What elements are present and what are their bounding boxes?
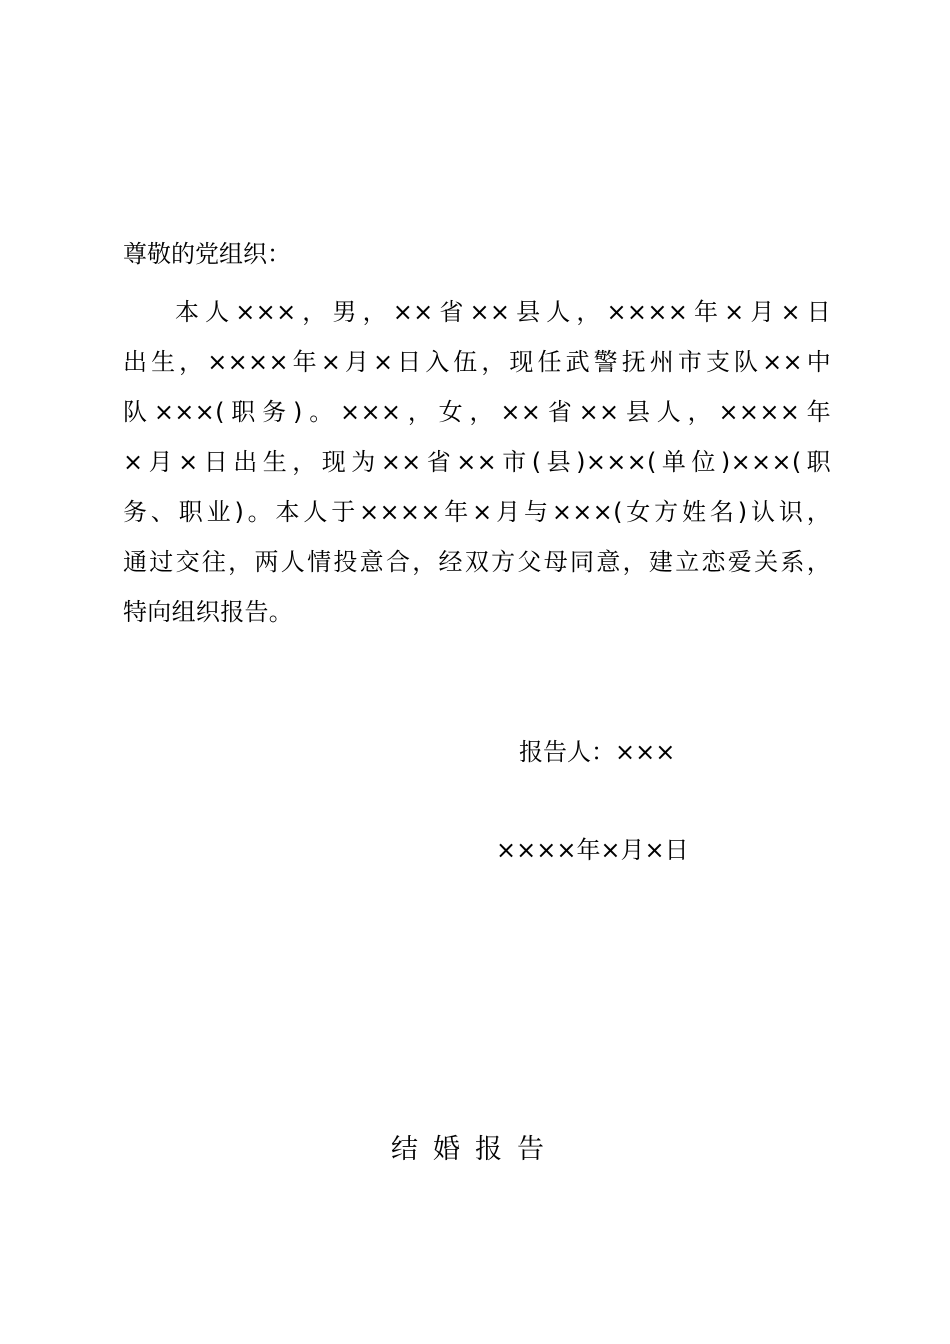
- body-line: 务、职业)。本人于××××年×月与×××(女方姓名)认识，: [123, 498, 831, 526]
- report-body: [123, 287, 831, 637]
- salutation: 尊敬的党组织：: [123, 240, 291, 268]
- body-line: ×月×日出生，现为××省××市(县)×××(单位)×××(职: [123, 448, 831, 476]
- document-title: 结婚报告: [391, 1134, 559, 1165]
- body-line: 出生，××××年×月×日入伍，现任武警抚州市支队××中: [123, 348, 831, 376]
- body-line: 本人×××，男，××省××县人，××××年×月×日: [175, 298, 831, 326]
- report-date: ××××年×月×日: [496, 836, 689, 864]
- body-line: 队×××(职务)。×××，女，××省××县人，××××年: [123, 398, 831, 426]
- body-line: 特向组织报告。: [123, 598, 294, 626]
- signer-line: 报告人：×××: [519, 738, 676, 766]
- body-line: 通过交往，两人情投意合，经双方父母同意，建立恋爱关系，: [123, 548, 831, 576]
